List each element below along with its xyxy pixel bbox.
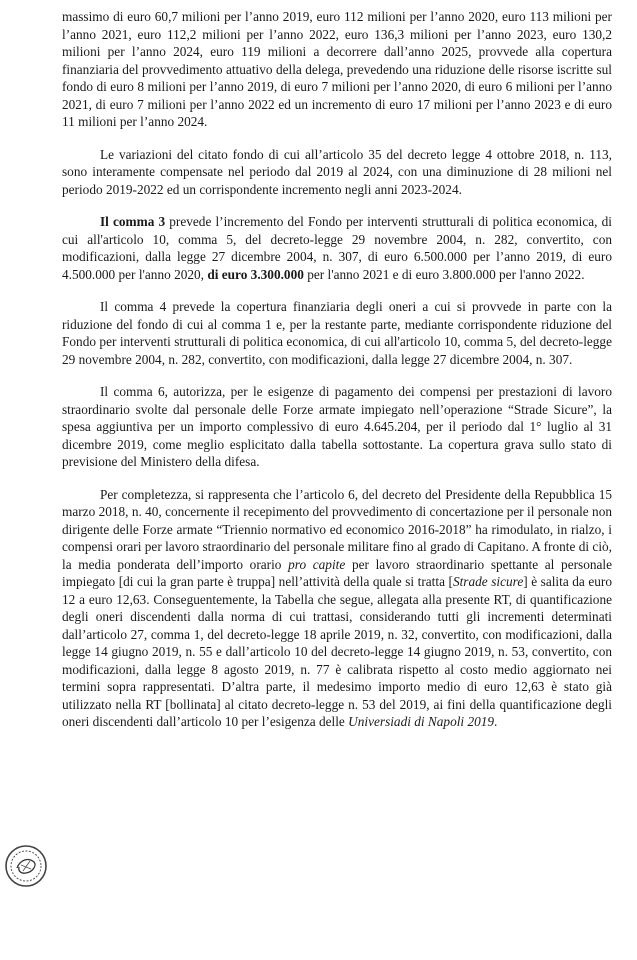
paragraph-6-italic-strade-sicure: Strade sicure [452,574,524,589]
paragraph-3-text-a: prevede l’incremento del Fondo per interventi strutturali di politica economica, di cui all'articolo 10, comma 5, del decreto-legge 29 novembre 2004, n. 282, convertito, con modificazioni, dalla legge 27 dicembre 2004, n. 307, di euro 6.500.000 per l’anno 2019, di euro 4.500.000 per l'anno 2020, [62,214,612,282]
official-seal-icon [4,844,48,888]
paragraph-4-text: Il comma 4 prevede la copertura finanziaria degli oneri a cui si provvede in parte con la riduzione del fondo di cui al comma 1 e, per la restante parte, mediante corrispondente riduzione del Fondo per interventi strutturali di politica economica, di cui all'articolo 10, comma 5, del decreto-legge 29 novembre 2004, n. 282, convertito, con modificazioni, dalla legge 27 dicembre 2004, n. 307. [62,299,612,367]
paragraph-6-text-b: per lavoro straordinario spettante al personale impiegato [di cui la gran parte è truppa] nell’attività della quale si tratta [ [62,556,613,589]
paragraph-2-text: Le variazioni del citato fondo di cui all’articolo 35 del decreto legge 4 ottobre 2018, n. 113, sono interamente compensate nel periodo dal 2019 al 2024, con una diminuzione di 28 milioni nel periodo 2019-2022 ed un corrispondente incremento negli anni 2023-2024. [62,146,612,197]
paragraph-2 [62,146,612,199]
comma-3-heading: Il comma 3 [100,214,166,229]
paragraph-5-text: Il comma 6, autorizza, per le esigenze di pagamento dei compensi per prestazioni di lavoro straordinario svolte dal personale delle Forze armate impiegato nell’operazione “Strade Sicure”, la spesa aggiuntiva per un importo complessivo di euro 4.645.204, per il periodo dal 1° luglio al 31 dicembre 2019, come meglio esplicitato dalla tabella sottostante. La copertura grava sullo stato di previsione del Ministero della difesa. [62,384,612,469]
paragraph-6-italic-pro-capite: pro capite [288,556,346,572]
paragraph-6-italic-universiadi: Universiadi di Napoli 2019 [348,714,495,729]
paragraph-3-text-b: per l'anno 2021 e di euro 3.800.000 per l'anno 2022. [303,266,585,282]
paragraph-6-text-c: ] è salita da euro 12 a euro 12,63. Conseguentemente, la Tabella che segue, allegata alla presente RT, di quantificazione degli oneri discendenti dalla norma di cui trattasi, considerando tutti gli incrementi determinati dall’articolo 27, comma 1, del decreto-legge 18 aprile 2019, n. 32, convertito, con modificazioni, dalla legge 14 giugno 2019, n. 55 e dall’articolo 10 del decreto-legge 14 giugno 2019, n. 53, convertito, con modificazioni, dalla legge 8 agosto 2019, n. 77 è calibrata rispetto al costo medio aggiornato nei termini sopra rappresentati. D’altra parte, il medesimo importo medio di euro 12,63 è stato già utilizzato nella RT [bollinata] al citato decreto-legge n. 53 del 2019, ai fini della quantificazione degli oneri discendenti dall’articolo 10 per l’esigenza delle [62,574,612,729]
paragraph-3 [62,213,612,283]
document-page [62,8,612,746]
paragraph-1 [62,8,612,131]
paragraph-6 [62,486,612,731]
paragraph-3-bold-amount: di euro 3.300.000 [207,266,304,282]
paragraph-1-text: massimo di euro 60,7 milioni per l’anno 2019, euro 112 milioni per l’anno 2020, euro 113 milioni per l’anno 2021, euro 112,2 milioni per l’anno 2022, euro 136,3 milioni per l’anno 2023, euro 130,2 milioni per l’anno 2024, euro 119 milioni a decorrere dall’anno 2025, provvede alla copertura finanziaria del provvedimento attuativo della delega, prevedendo una riduzione delle risorse iscritte sul fondo di euro 8 milioni per l’anno 2019, di euro 7 milioni per l’anno 2020, di euro 6 milioni per l’anno 2021, di euro 7 milioni per l’anno 2022 ed un incremento di euro 17 milioni per l’anno 2023 e di euro 11 milioni per l’anno 2024. [62,9,612,129]
paragraph-6-text-d: . [494,714,498,729]
paragraph-4 [62,298,612,368]
paragraph-5 [62,383,612,471]
paragraph-6-text-a: Per completezza, si rappresenta che l’articolo 6, del decreto del Presidente della Repubblica 15 marzo 2018, n. 40, concernente il recepimento del provvedimento di concertazione per il personale non dirigente delle Forze armate “Triennio normativo ed economico 2016-2018” ha rimodulato, in rialzo, i compensi orari per lavoro straordinario del personale militare fino al grado di Capitano. A fronte di ciò, la media ponderata dell’importo orario [62,486,612,572]
